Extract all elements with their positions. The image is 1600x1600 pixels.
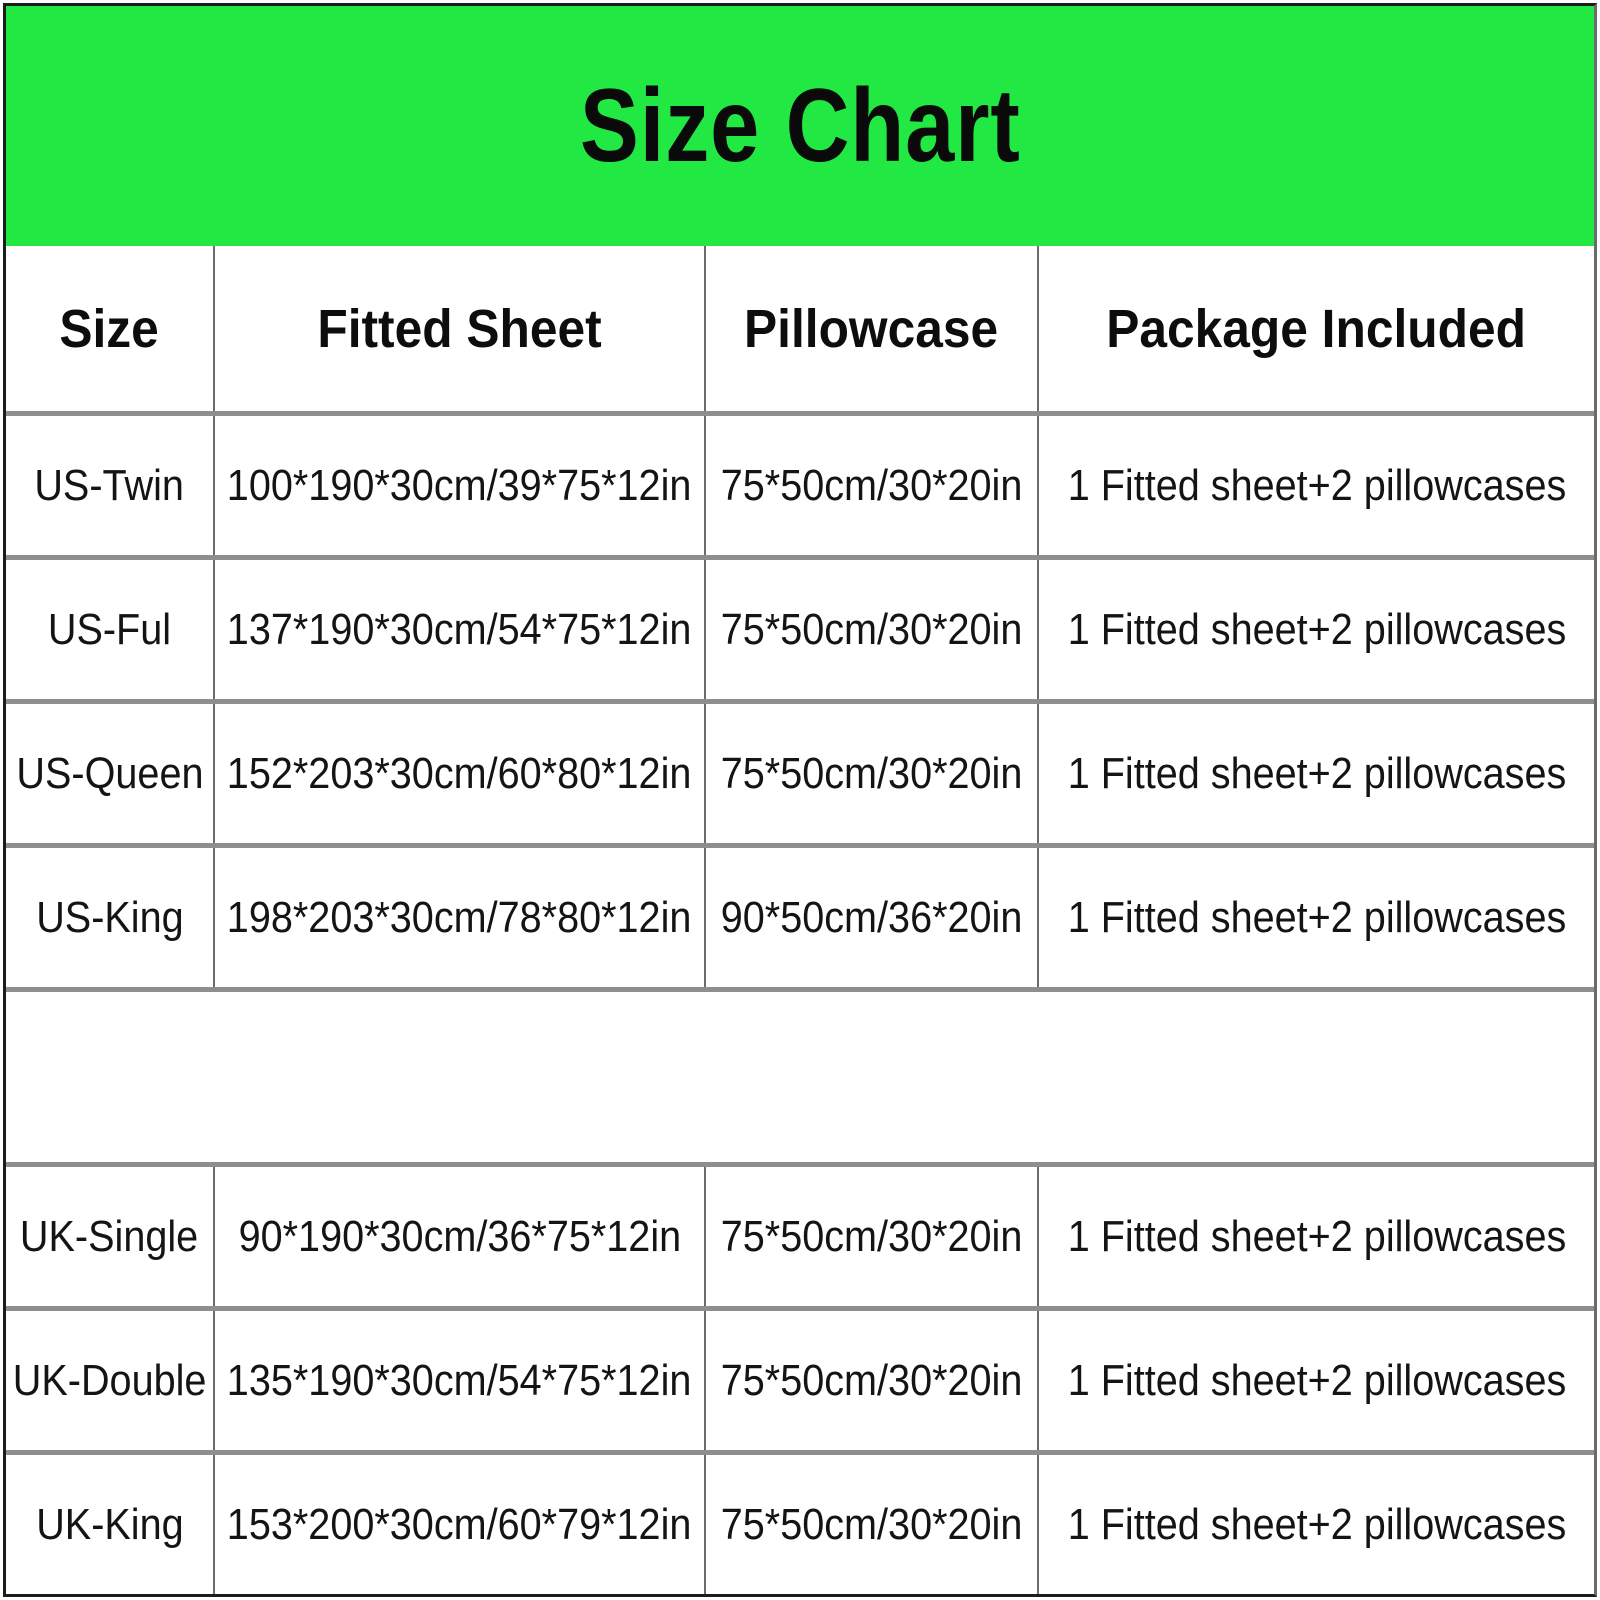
cell-size: US-Ful xyxy=(6,560,215,699)
table-row-uk-single xyxy=(6,1162,1594,1306)
cell-pillowcase: 75*50cm/30*20in xyxy=(706,1311,1039,1450)
cell-size: US-King xyxy=(6,848,215,987)
cell-pillowcase: 75*50cm/30*20in xyxy=(706,1167,1039,1306)
table-header-row xyxy=(6,246,1594,411)
table-row-uk-king xyxy=(6,1450,1594,1594)
cell-fitted-sheet: 90*190*30cm/36*75*12in xyxy=(215,1167,706,1306)
table-row-uk-double xyxy=(6,1306,1594,1450)
cell-package-included: 1 Fitted sheet+2 pillowcases xyxy=(1067,748,1566,798)
cell-pillowcase: 75*50cm/30*20in xyxy=(706,560,1039,699)
cell-fitted-sheet: 153*200*30cm/60*79*12in xyxy=(215,1455,706,1594)
cell-size: UK-Single xyxy=(6,1167,215,1306)
title-banner xyxy=(6,6,1594,246)
cell-size: UK-Double xyxy=(6,1311,215,1450)
cell-pillowcase: 75*50cm/30*20in xyxy=(706,704,1039,843)
cell-pillowcase: 75*50cm/30*20in xyxy=(706,416,1039,555)
empty-spacer-row xyxy=(6,987,1594,1162)
table-frame xyxy=(3,3,1597,1597)
cell-pillowcase: 90*50cm/36*20in xyxy=(706,848,1039,987)
cell-package-included: 1 Fitted sheet+2 pillowcases xyxy=(1067,1355,1566,1405)
cell-pillowcase: 75*50cm/30*20in xyxy=(706,1455,1039,1594)
table-row-us-ful xyxy=(6,555,1594,699)
table-row-us-king xyxy=(6,843,1594,987)
cell-fitted-sheet: 135*190*30cm/54*75*12in xyxy=(215,1311,706,1450)
cell-fitted-sheet: 137*190*30cm/54*75*12in xyxy=(215,560,706,699)
cell-fitted-sheet: 198*203*30cm/78*80*12in xyxy=(215,848,706,987)
column-header-fitted-sheet: Fitted Sheet xyxy=(215,246,706,411)
cell-package-included: 1 Fitted sheet+2 pillowcases xyxy=(1067,892,1566,942)
column-header-size: Size xyxy=(6,246,215,411)
cell-fitted-sheet: 152*203*30cm/60*80*12in xyxy=(215,704,706,843)
cell-size: US-Twin xyxy=(6,416,215,555)
cell-size: US-Queen xyxy=(6,704,215,843)
cell-package-included: 1 Fitted sheet+2 pillowcases xyxy=(1067,604,1566,654)
cell-size: UK-King xyxy=(6,1455,215,1594)
column-header-package-included: Package Included xyxy=(1106,298,1527,359)
cell-package-included: 1 Fitted sheet+2 pillowcases xyxy=(1067,1211,1566,1261)
table-row-us-twin xyxy=(6,411,1594,555)
cell-fitted-sheet: 100*190*30cm/39*75*12in xyxy=(215,416,706,555)
page-title: Size Chart xyxy=(579,67,1021,184)
table-row-us-queen xyxy=(6,699,1594,843)
cell-package-included: 1 Fitted sheet+2 pillowcases xyxy=(1067,1499,1566,1549)
column-header-pillowcase: Pillowcase xyxy=(706,246,1039,411)
cell-package-included: 1 Fitted sheet+2 pillowcases xyxy=(1067,460,1566,510)
